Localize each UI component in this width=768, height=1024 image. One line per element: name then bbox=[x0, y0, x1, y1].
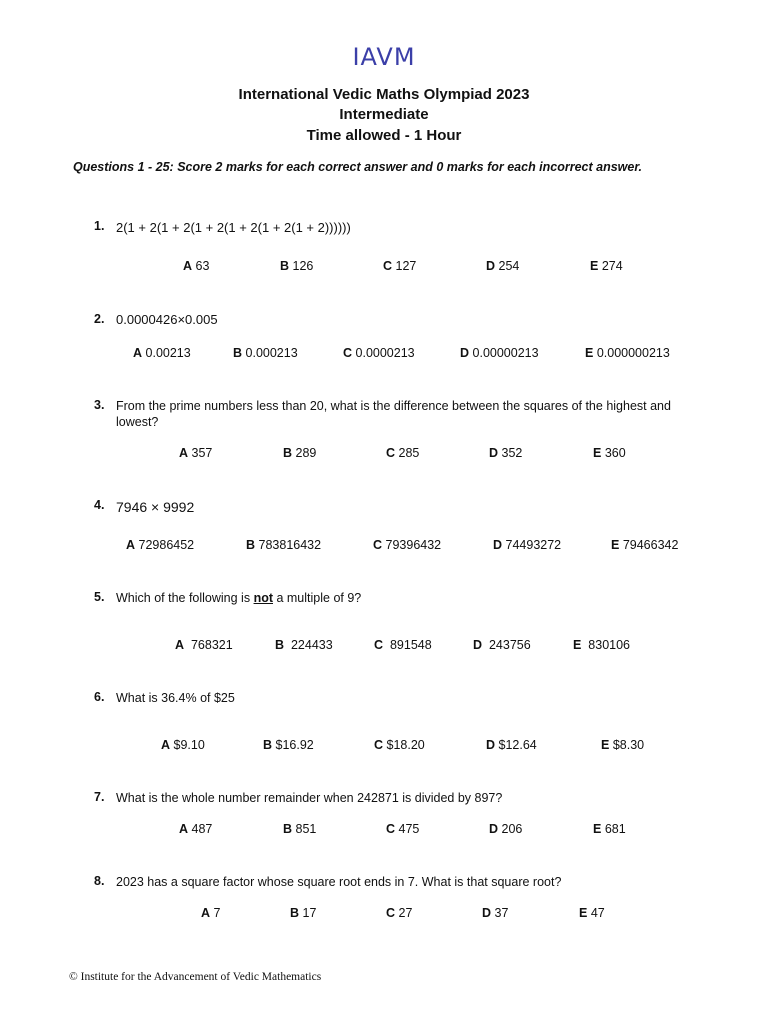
option-d[interactable]: D 243756 bbox=[473, 638, 531, 652]
option-e[interactable]: E 79466342 bbox=[611, 538, 679, 552]
option-d[interactable]: D 37 bbox=[482, 906, 509, 920]
question-text: From the prime numbers less than 20, what is the difference between the squares of the highest and lowest? bbox=[116, 399, 671, 429]
option-d[interactable]: D 206 bbox=[489, 822, 523, 836]
question-number: 7. bbox=[94, 790, 105, 804]
instructions: Questions 1 - 25: Score 2 marks for each correct answer and 0 marks for each incorrect answer. bbox=[73, 160, 643, 174]
option-a[interactable]: A 357 bbox=[179, 446, 213, 460]
copyright-footer: © Institute for the Advancement of Vedic Mathematics bbox=[69, 971, 322, 983]
option-b[interactable]: B 126 bbox=[280, 259, 314, 273]
option-c[interactable]: C 127 bbox=[383, 259, 417, 273]
question-text: 0.0000426×0.005 bbox=[116, 312, 218, 327]
question-number: 5. bbox=[94, 590, 105, 604]
option-d[interactable]: D 254 bbox=[486, 259, 520, 273]
option-a[interactable]: A 0.00213 bbox=[133, 346, 191, 360]
question-text: 7946 × 9992 bbox=[116, 499, 195, 515]
option-b[interactable]: B $16.92 bbox=[263, 738, 314, 752]
option-d[interactable]: D 352 bbox=[489, 446, 523, 460]
option-c[interactable]: C 27 bbox=[386, 906, 413, 920]
option-d[interactable]: D $12.64 bbox=[486, 738, 537, 752]
option-a[interactable]: A 72986452 bbox=[126, 538, 195, 552]
option-a[interactable]: A 487 bbox=[179, 822, 213, 836]
question-text: 2023 has a square factor whose square root ends in 7. What is that square root? bbox=[116, 875, 562, 889]
question-text: What is 36.4% of $25 bbox=[116, 691, 235, 705]
option-c[interactable]: C 891548 bbox=[374, 638, 432, 652]
option-b[interactable]: B 0.000213 bbox=[233, 346, 298, 360]
document-title: International Vedic Maths Olympiad 2023 bbox=[238, 86, 530, 103]
option-e[interactable]: E 0.000000213 bbox=[585, 346, 670, 360]
question-number: 1. bbox=[94, 219, 105, 233]
question-text: What is the whole number remainder when 242871 is divided by 897? bbox=[116, 791, 503, 805]
question-number: 4. bbox=[94, 498, 105, 512]
option-c[interactable]: C 475 bbox=[386, 822, 420, 836]
option-b[interactable]: B 17 bbox=[290, 906, 317, 920]
option-d[interactable]: D 0.00000213 bbox=[460, 346, 539, 360]
question-number: 2. bbox=[94, 312, 105, 326]
option-a[interactable]: A $9.10 bbox=[161, 738, 205, 752]
option-e[interactable]: E 681 bbox=[593, 822, 626, 836]
question-number: 3. bbox=[94, 398, 105, 412]
option-c[interactable]: C 79396432 bbox=[373, 538, 442, 552]
option-c[interactable]: C 0.0000213 bbox=[343, 346, 415, 360]
level-heading: Intermediate bbox=[339, 106, 429, 123]
option-e[interactable]: E 274 bbox=[590, 259, 623, 273]
option-a[interactable]: A 768321 bbox=[175, 638, 233, 652]
option-b[interactable]: B 783816432 bbox=[246, 538, 322, 552]
option-c[interactable]: C 285 bbox=[386, 446, 420, 460]
question-number: 6. bbox=[94, 690, 105, 704]
option-d[interactable]: D 74493272 bbox=[493, 538, 562, 552]
emphasis-not: not bbox=[253, 591, 273, 605]
option-a[interactable]: A 63 bbox=[183, 259, 210, 273]
option-e[interactable]: E 47 bbox=[579, 906, 605, 920]
time-allowed: Time allowed - 1 Hour bbox=[306, 127, 462, 144]
question-number: 8. bbox=[94, 874, 105, 888]
iavm-logo: IAVM bbox=[352, 43, 416, 71]
option-c[interactable]: C $18.20 bbox=[374, 738, 425, 752]
option-b[interactable]: B 224433 bbox=[275, 638, 333, 652]
option-e[interactable]: E 360 bbox=[593, 446, 626, 460]
question-text: Which of the following is not a multiple of 9? bbox=[116, 591, 362, 605]
option-e[interactable]: E $8.30 bbox=[601, 738, 645, 752]
option-b[interactable]: B 851 bbox=[283, 822, 317, 836]
option-e[interactable]: E 830106 bbox=[573, 638, 631, 652]
question-text: 2(1 + 2(1 + 2(1 + 2(1 + 2(1 + 2(1 + 2)))))) bbox=[116, 220, 351, 235]
option-b[interactable]: B 289 bbox=[283, 446, 317, 460]
option-a[interactable]: A 7 bbox=[201, 906, 221, 920]
